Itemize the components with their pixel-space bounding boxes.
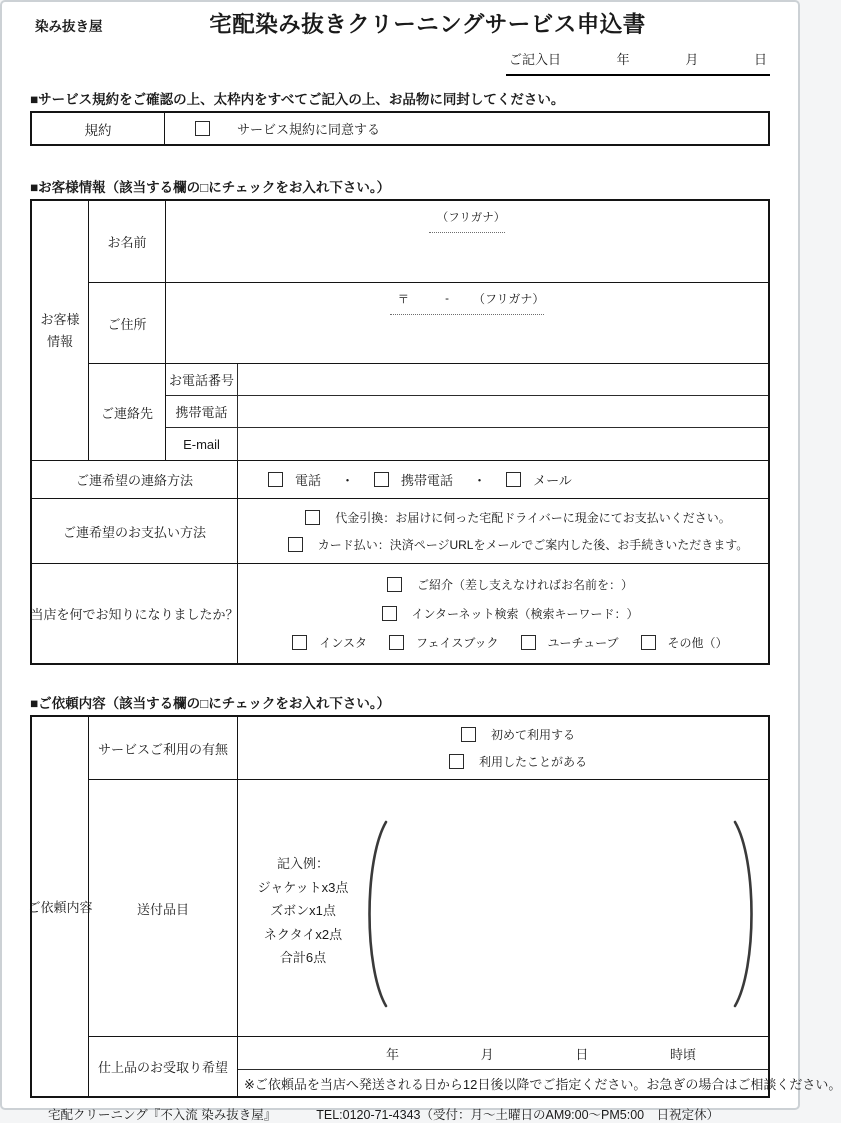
pickup-note: ※ご依頼品を当店へ発送される日から12日後以降でご指定ください。お急ぎの場合はご相談ください。 xyxy=(244,1076,841,1092)
search-checkbox[interactable] xyxy=(382,606,397,621)
pickup-year-label: 年 xyxy=(386,1046,400,1062)
request-group-label: ご依頼内容 xyxy=(32,717,89,1096)
phone-write-area[interactable] xyxy=(238,364,768,396)
cod-option-label: 代金引換：お届けに伺った宅配ドライバーに現金にてお支払いください。 xyxy=(335,511,731,525)
example-line: ジャケットx3点 xyxy=(257,879,349,895)
referral-cell xyxy=(238,564,768,663)
entry-date-label: ご記入日 xyxy=(509,52,562,67)
intro-close-paren: ） xyxy=(621,578,634,592)
pickup-row-label: 仕上品のお受取り希望 xyxy=(89,1037,238,1096)
payment-option-cod xyxy=(305,509,730,526)
mobile-write-area[interactable] xyxy=(238,396,768,428)
items-example-block xyxy=(244,852,362,970)
mobile-option-checkbox[interactable] xyxy=(374,472,389,487)
usage-option-first xyxy=(461,726,575,743)
terms-table xyxy=(30,111,770,146)
request-table xyxy=(27,715,841,1098)
cod-checkbox[interactable] xyxy=(305,510,320,525)
contact-method-cell xyxy=(238,461,768,499)
search-close-paren: ） xyxy=(626,607,639,621)
postal-mark: 〒 xyxy=(397,293,410,306)
intro-checkbox[interactable] xyxy=(387,577,402,592)
postal-dash: - xyxy=(445,292,449,305)
referral-option-intro xyxy=(387,576,637,593)
search-option-label: インターネット検索（検索キーワード： xyxy=(411,607,627,621)
phone-row-label: お電話番号 xyxy=(166,364,238,396)
email-row-label: E-mail xyxy=(166,428,238,461)
mobile-row-label: 携帯電話 xyxy=(166,396,238,428)
address-furigana-label: （フリガナ） xyxy=(472,292,545,306)
shop-name: 宅配クリーニング『不入流 染み抜き屋』 xyxy=(48,1108,277,1122)
repeat-label: 利用したことがある xyxy=(478,754,587,769)
youtube-label: ユーチューブ xyxy=(547,636,619,650)
usage-cell xyxy=(238,717,768,780)
customer-group-label xyxy=(32,201,89,461)
option-separator: ・ xyxy=(341,473,355,488)
customer-group-line2: 情報 xyxy=(46,333,73,349)
intro-option-label: ご紹介（差し支えなければお名前を： xyxy=(416,578,621,592)
pickup-date-cell[interactable] xyxy=(238,1037,768,1070)
pickup-day-label: 日 xyxy=(575,1046,589,1062)
customer-group-line1: お客様 xyxy=(40,311,80,327)
name-furigana-label: （フリガナ） xyxy=(436,211,506,224)
form-footer xyxy=(30,1105,770,1123)
mail-option-label: メール xyxy=(533,473,572,488)
example-line: ネクタイx2点 xyxy=(263,926,343,942)
example-title: 記入例： xyxy=(276,856,329,871)
right-bracket-icon xyxy=(729,818,765,1010)
brand-logo: 染み抜き屋 xyxy=(35,19,103,34)
month-unit-label: 月 xyxy=(685,52,699,67)
facebook-label: フェイスブック xyxy=(416,636,499,650)
left-bracket-icon xyxy=(356,818,392,1010)
contact-method-label: ご連希望の連絡方法 xyxy=(32,461,238,499)
youtube-checkbox[interactable] xyxy=(521,635,536,650)
day-unit-label: 日 xyxy=(753,52,767,67)
first-time-label: 初めて利用する xyxy=(490,728,575,743)
instagram-checkbox[interactable] xyxy=(292,635,307,650)
shop-tel-info: TEL:0120-71-4343（受付：月～土曜日のAM9:00～PM5:00 日祝定休） xyxy=(316,1108,720,1122)
referral-option-sns xyxy=(292,634,731,651)
facebook-checkbox[interactable] xyxy=(389,635,404,650)
email-write-area[interactable] xyxy=(238,428,768,461)
terms-section-heading: ■サービス規約をご確認の上、太枠内をすべてご記入の上、お品物に同封してください。 xyxy=(30,92,565,107)
referral-option-search xyxy=(382,605,643,622)
payment-option-card xyxy=(288,536,749,553)
name-row-label: お名前 xyxy=(89,201,166,283)
contact-group-label: ご連絡先 xyxy=(89,364,166,461)
example-line: ズボンx1点 xyxy=(270,903,336,918)
pickup-month-label: 月 xyxy=(480,1046,494,1062)
card-option-label: カード払い：決済ページURLをメールでご案内した後、お手続きいただきます。 xyxy=(317,538,749,552)
repeat-checkbox[interactable] xyxy=(449,754,464,769)
mail-option-checkbox[interactable] xyxy=(506,472,521,487)
customer-info-table xyxy=(30,199,770,665)
terms-row-label: 規約 xyxy=(32,113,165,144)
example-line: 合計6点 xyxy=(279,950,327,965)
name-furigana-strip[interactable] xyxy=(429,201,505,233)
other-checkbox[interactable] xyxy=(641,635,656,650)
address-postal-strip[interactable] xyxy=(390,283,545,315)
items-row-label: 送付品目 xyxy=(89,780,238,1037)
customer-section-heading: ■お客様情報（該当する欄の□にチェックをお入れ下さい。） xyxy=(30,180,391,195)
items-cell[interactable] xyxy=(238,780,768,1037)
entry-date-line[interactable] xyxy=(506,49,770,76)
first-time-checkbox[interactable] xyxy=(461,727,476,742)
address-row-label: ご住所 xyxy=(89,283,166,364)
phone-option-checkbox[interactable] xyxy=(268,472,283,487)
address-cell xyxy=(166,283,768,364)
mobile-option-label: 携帯電話 xyxy=(401,473,454,488)
instagram-label: インスタ xyxy=(319,636,368,650)
request-section-heading: ■ご依頼内容（該当する欄の□にチェックをお入れ下さい。） xyxy=(30,696,391,711)
form-header xyxy=(30,2,770,84)
payment-method-cell xyxy=(238,499,768,564)
usage-option-repeat xyxy=(449,753,587,770)
payment-method-label: ご連希望のお支払い方法 xyxy=(32,499,238,564)
phone-option-label: 電話 xyxy=(295,473,322,488)
terms-agree-cell xyxy=(165,113,768,144)
referral-question-label: 当店を何でお知りになりましたか？ xyxy=(32,564,238,663)
pickup-time-label: 時頃 xyxy=(669,1046,696,1062)
terms-agree-checkbox[interactable] xyxy=(195,121,210,136)
option-separator: ・ xyxy=(473,473,487,488)
year-unit-label: 年 xyxy=(616,52,630,67)
other-label: その他（ xyxy=(667,636,716,650)
usage-row-label: サービスご利用の有無 xyxy=(89,717,238,780)
page-title: 宅配染み抜きクリーニングサービス申込書 xyxy=(209,12,646,37)
name-cell xyxy=(166,201,768,283)
terms-agree-label: サービス規約に同意する xyxy=(237,122,381,137)
other-close-paren: ） xyxy=(715,636,728,650)
card-checkbox[interactable] xyxy=(288,537,303,552)
